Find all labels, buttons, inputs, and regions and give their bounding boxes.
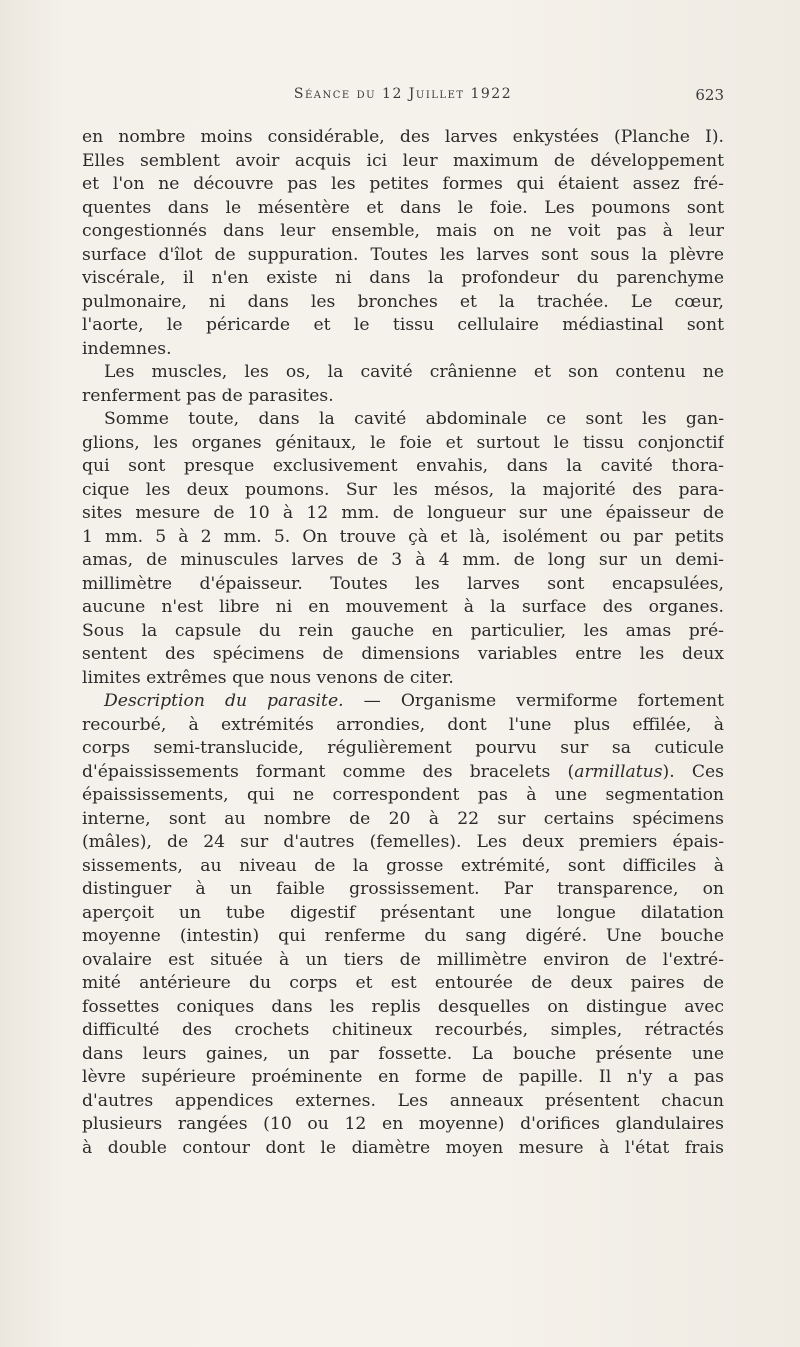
text-line: renferment pas de parasites. — [82, 385, 334, 406]
text-line: sites mesure de 10 à 12 mm. de longueur sur une épaisseur de — [82, 503, 724, 523]
text-line: Sous la capsule du rein gauche en particulier, les amas pré- — [82, 620, 724, 641]
text-line: ovalaire est située à un tiers de millimètre environ de l'extré- — [82, 949, 724, 970]
text-line: fossettes coniques dans les replis desquelles on distingue avec — [82, 996, 724, 1017]
text-line: amas, de minuscules larves de 3 à 4 mm. de long sur un demi- — [82, 550, 724, 570]
text-line: difficulté des crochets chitineux recourbés, simples, rétractés — [82, 1020, 724, 1040]
text-line: sentent des spécimens de dimensions variables entre les deux — [82, 644, 724, 664]
text-line: d'autres appendices externes. Les anneaux présentent chacun — [82, 1090, 724, 1111]
text-line: Les muscles, les os, la cavité crânienne et son contenu ne — [104, 362, 724, 382]
text-line: épaississements, qui ne correspondent pas à une segmentation — [82, 785, 724, 805]
text-line: moyenne (intestin) qui renferme du sang digéré. Une bouche — [82, 926, 724, 946]
text-line: viscérale, il n'en existe ni dans la profondeur du parenchyme — [82, 268, 724, 288]
body-text — [82, 126, 724, 1160]
running-head: Séance du 12 Juillet 1922 — [293, 86, 513, 102]
page-header — [82, 86, 724, 110]
section-heading-line — [82, 690, 724, 714]
text-line: distinguer à un faible grossissement. Par transparence, on — [82, 879, 724, 899]
text-line: interne, sont au nombre de 20 à 22 sur certains spécimens — [82, 808, 724, 829]
text-line-armillatus: d'épaississements formant comme des bracelets (armillatus). Ces — [82, 761, 724, 782]
latin-term: armillatus — [574, 761, 663, 782]
text-line: recourbé, à extrémités arrondies, dont l'une plus effilée, à — [82, 714, 724, 735]
text-line: dans leurs gaines, un par fossette. La bouche présente une — [82, 1043, 724, 1064]
text-line: glions, les organes génitaux, le foie et surtout le tissu conjonctif — [82, 432, 724, 453]
paragraph — [82, 408, 724, 690]
text-line: Somme toute, dans la cavité abdominale ce sont les gan- — [104, 409, 724, 429]
text-line: cique les deux poumons. Sur les mésos, la majorité des para- — [82, 479, 724, 500]
text-line: corps semi-translucide, régulièrement pourvu sur sa cuticule — [82, 738, 724, 758]
text-line: et l'on ne découvre pas les petites formes qui étaient assez fré- — [82, 174, 724, 194]
page-number: 623 — [695, 86, 724, 104]
text-line: pulmonaire, ni dans les bronches et la trachée. Le cœur, — [82, 291, 724, 312]
text-line: surface d'îlot de suppuration. Toutes les larves sont sous la plèvre — [82, 244, 724, 265]
text-line: mité antérieure du corps et est entourée de deux paires de — [82, 973, 724, 993]
text-line: l'aorte, le péricarde et le tissu cellulaire médiastinal sont — [82, 315, 724, 335]
text-line: sissements, au niveau de la grosse extrémité, sont difficiles à — [82, 855, 724, 876]
text-line: Elles semblent avoir acquis ici leur maximum de développement — [82, 150, 724, 171]
text-line: plusieurs rangées (10 ou 12 en moyenne) d'orifices glandulaires — [82, 1114, 724, 1134]
text-line: aperçoit un tube digestif présentant une longue dilatation — [82, 902, 724, 923]
text-line: en nombre moins considérable, des larves enkystées (Planche I). — [82, 127, 724, 147]
paragraph — [82, 690, 724, 1160]
text-line: qui sont presque exclusivement envahis, dans la cavité thora- — [82, 456, 724, 476]
text-line: limites extrêmes que nous venons de citer. — [82, 667, 454, 688]
paragraph — [82, 361, 724, 408]
text-line: lèvre supérieure proéminente en forme de papille. Il n'y a pas — [82, 1067, 724, 1087]
text-line: 1 mm. 5 à 2 mm. 5. On trouve çà et là, isolément ou par petits — [82, 526, 724, 547]
paragraph — [82, 126, 724, 361]
text-line: aucune n'est libre ni en mouvement à la surface des organes. — [82, 597, 724, 617]
text-line: millimètre d'épaisseur. Toutes les larves sont encapsulées, — [82, 573, 724, 594]
text-line: (mâles), de 24 sur d'autres (femelles). Les deux premiers épais- — [82, 832, 724, 852]
text-line: congestionnés dans leur ensemble, mais on ne voit pas à leur — [82, 221, 724, 241]
section-heading-rest: — Organisme vermiforme fortement — [343, 691, 724, 711]
section-heading: Description du parasite. — [104, 691, 344, 711]
text-line: quentes dans le mésentère et dans le foie. Les poumons sont — [82, 197, 724, 218]
text-line: à double contour dont le diamètre moyen mesure à l'état frais — [82, 1137, 724, 1158]
text-line: indemnes. — [82, 338, 172, 359]
